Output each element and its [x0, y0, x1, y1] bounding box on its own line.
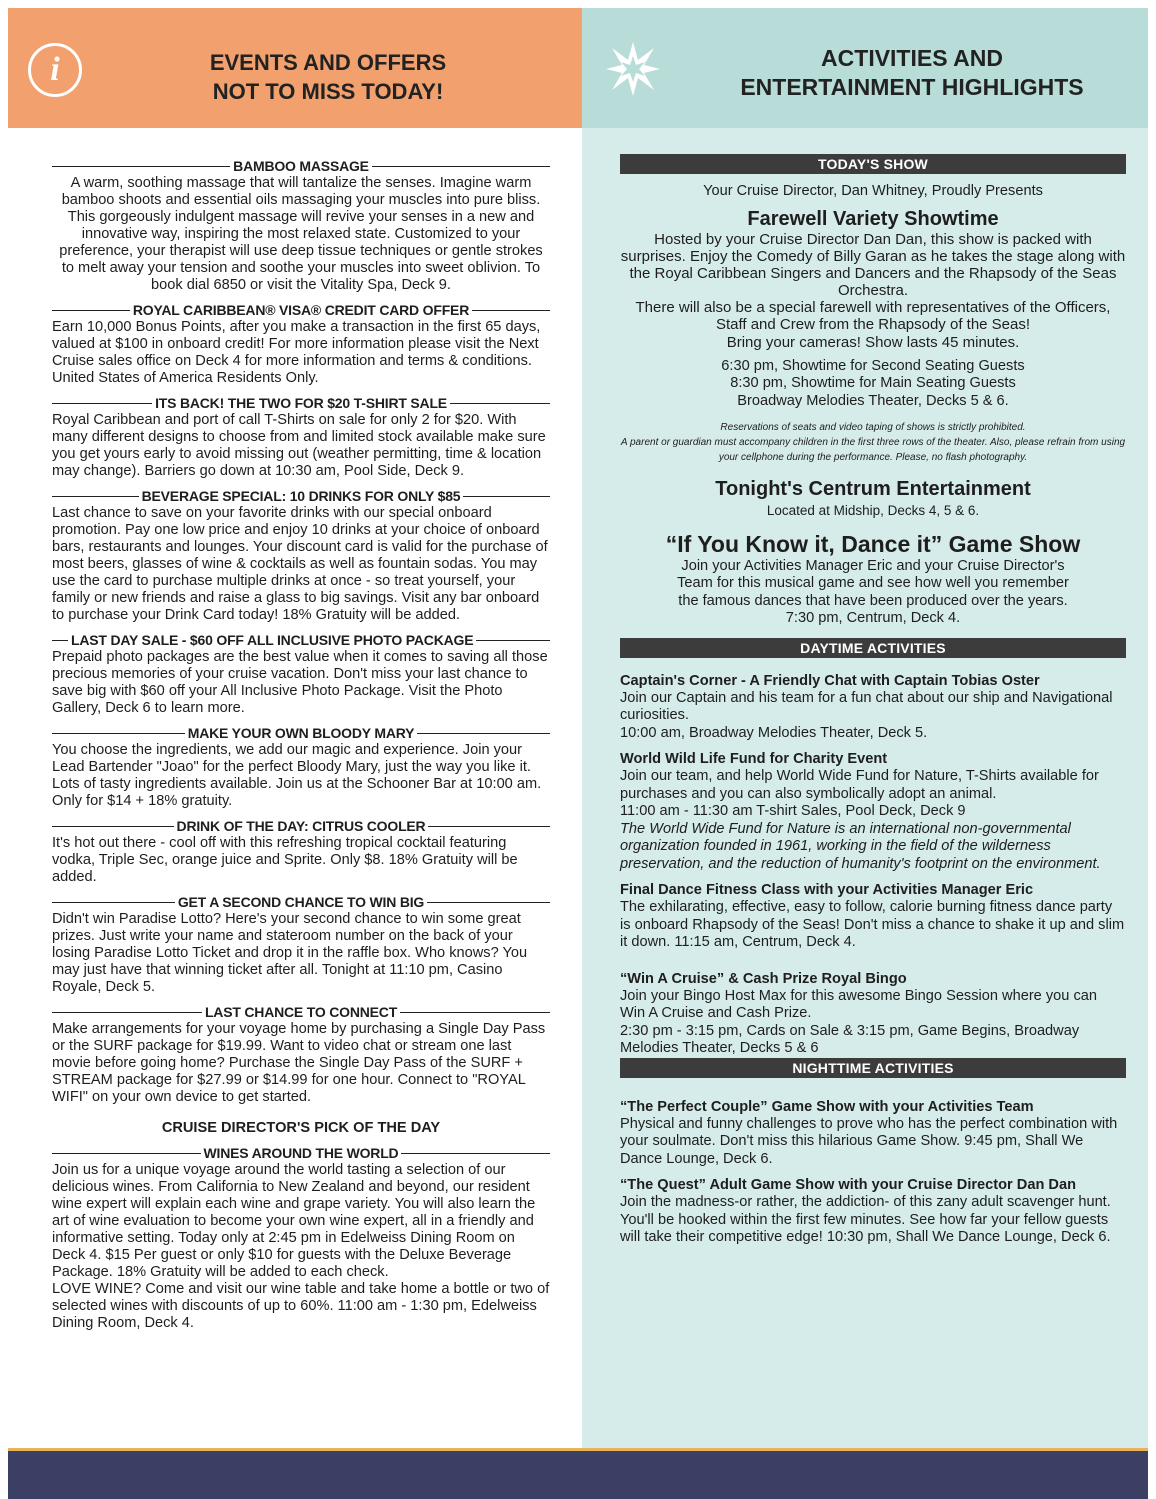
- show-title: Farewell Variety Showtime: [747, 207, 999, 230]
- footer-bar: [8, 1448, 1148, 1499]
- offer-heading: MAKE YOUR OWN BLOODY MARY: [52, 725, 550, 742]
- offer-body: Royal Caribbean and port of call T-Shirts on sale for only 2 for $20. With many different designs to choose from and limited stock available make sure you get yours early to avoid missing out (weather permitting, time & location may change). Barriers go down at 10:30 am, Pool Side, Deck 9.: [52, 412, 546, 479]
- activity-body: Physical and funny challenges to prove who has the perfect combination with your soulmate. Don't miss this hilarious Game Show. 9:45 pm, Shall We Dance Lounge, Deck 6.: [620, 1115, 1118, 1167]
- offer-credit-card: [52, 302, 550, 387]
- offer-bloody-mary: [52, 725, 550, 810]
- activity-time: 2:30 pm - 3:15 pm, Cards on Sale & 3:15 pm, Game Begins, Broadway Melodies Theater, Decks 5 & 6: [620, 1022, 1080, 1056]
- game-show-title: “If You Know it, Dance it” Game Show: [665, 530, 1081, 557]
- offer-body: It's hot out there - cool off with this refreshing tropical cocktail featuring vodka, Triple Sec, orange juice and Sprite. Only $8. 18% Gratuity will be added.: [52, 835, 518, 885]
- activity-time: 10:00 am, Broadway Melodies Theater, Deck 5.: [620, 724, 928, 741]
- nighttime-item-quest: [620, 1176, 1126, 1247]
- offer-heading: BEVERAGE SPECIAL: 10 DRINKS FOR ONLY $85: [52, 488, 550, 505]
- game-show-description: Join your Activities Manager Eric and your Cruise Director's Team for this musical game and see how well you remember the famous dances that have been produced over the years.: [677, 557, 1069, 609]
- activity-body: The exhilarating, effective, easy to follow, calorie burning fitness dance party is onboard Rhapsody of the Seas! Don't miss a chance to shake it up and slim it down. 11:15 am, Centrum, Deck 4.: [620, 899, 1125, 950]
- centrum-location: Located at Midship, Decks 4, 5 & 6.: [766, 503, 980, 518]
- offer-heading: DRINK OF THE DAY: CITRUS COOLER: [52, 818, 550, 835]
- offer-body: Prepaid photo packages are the best value when it comes to saving all those precious memories of your cruise vacation. Don't miss your last chance to save big with $60 off your All Inclusive Photo Package. Visit the Photo Gallery, Deck 6 to learn more.: [52, 649, 548, 716]
- show-description: Hosted by your Cruise Director Dan Dan, this show is packed with surprises. Enjoy the Comedy of Billy Garan as he takes the stage along with the Royal Caribbean Singers and Dancers and the Rhapsody of the Seas Orchestra.: [620, 230, 1126, 299]
- activity-title: “The Quest” Adult Game Show with your Cruise Director Dan Dan: [620, 1177, 1076, 1193]
- activity-time: 11:00 am - 11:30 am T-shirt Sales, Pool Deck, Deck 9: [620, 803, 966, 819]
- info-icon: i: [28, 43, 82, 97]
- show-time-second: 6:30 pm, Showtime for Second Seating Guests: [721, 357, 1025, 374]
- offer-heading: ROYAL CARIBBEAN® VISA® CREDIT CARD OFFER: [52, 302, 550, 319]
- nighttime-band: NIGHTTIME ACTIVITIES: [620, 1058, 1126, 1078]
- offer-body: You choose the ingredients, we add our magic and experience. Join your Lead Bartender "Joao" for the perfect Bloody Mary, just the way you like it. Lots of tasty ingredients available. Join us at the Schooner Bar at 10:00 am. Only for $14 + 18% gratuity.: [52, 742, 542, 809]
- events-header: [8, 8, 582, 128]
- centrum-title: Tonight's Centrum Entertainment: [715, 478, 1031, 500]
- daytime-band: DAYTIME ACTIVITIES: [620, 638, 1126, 658]
- offer-body: Earn 10,000 Bonus Points, after you make a transaction in the first 65 days, valued at $100 in onboard credit! For more information please visit the Next Cruise sales office on Deck 4 for more information and terms & conditions. United States of America Residents Only.: [52, 319, 541, 386]
- activity-title: Final Dance Fitness Class with your Activities Manager Eric: [620, 882, 1034, 898]
- activity-title: “Win A Cruise” & Cash Prize Royal Bingo: [620, 970, 907, 987]
- star-burst-icon: [604, 40, 662, 98]
- activities-title-line2: ENTERTAINMENT HIGHLIGHTS: [740, 74, 1084, 100]
- offer-bamboo-massage: [52, 158, 550, 294]
- events-title-line2: NOT TO MISS TODAY!: [212, 79, 444, 104]
- show-farewell-note: There will also be a special farewell with representatives of the Officers, Staff and Crew from the Rhapsody of the Seas!: [635, 298, 1111, 333]
- events-title-line1: EVENTS AND OFFERS: [209, 50, 447, 75]
- activity-body: Join our team, and help World Wide Fund for Nature, T-Shirts available for purchases and you can also symbolically adopt an animal.: [620, 768, 1099, 802]
- offer-heading: LAST CHANCE TO CONNECT: [52, 1004, 550, 1021]
- offer-heading: BAMBOO MASSAGE: [52, 158, 550, 175]
- offer-tshirt-sale: [52, 395, 550, 480]
- nighttime-item-perfect-couple: [620, 1098, 1126, 1169]
- events-title: [128, 48, 528, 106]
- daytime-item-captains-corner: [620, 672, 1126, 743]
- activities-title-line1: ACTIVITIES AND: [821, 45, 1003, 71]
- pick-body-2: LOVE WINE? Come and visit our wine table and take home a bottle or two of selected wines with discounts of up to 60%. 11:00 am - 1:30 pm, Edelweiss Dining Room, Deck 4.: [52, 1281, 550, 1331]
- activity-title: “The Perfect Couple” Game Show with your Activities Team: [620, 1098, 1034, 1115]
- activity-body: Join our Captain and his team for a fun chat about our ship and Navigational curiosities.: [620, 689, 1113, 723]
- todays-show-band: TODAY'S SHOW: [620, 154, 1126, 174]
- daytime-item-dance-fitness: [620, 881, 1126, 952]
- offer-body: Last chance to save on your favorite drinks with our special onboard promotion. Pay one low price and enjoy 10 drinks at your choice of onboard bars, restaurants and lounges. Your discount card is valid for the purchase of most beers, glasses of wine & cocktails as well as fountain sodas. You may use the card to purchase multiple drinks at once - so treat yourself, your family or new friends and raise a glass to big savings. Visit any bar onboard to purchase your Drink Card today! 18% Gratuity will be added.: [52, 505, 548, 623]
- activity-body: Join the madness-or rather, the addiction- of this zany adult scavenger hunt. You'll be hooked within the first few minutes. See how far your fellow guests will take their competitive edge! 10:30 pm, Shall We Dance Lounge, Deck 6.: [620, 1194, 1111, 1245]
- offer-beverage-special: [52, 488, 550, 624]
- offer-body: Didn't win Paradise Lotto? Here's your second chance to win some great prizes. Just write your name and stateroom number on the back of your losing Paradise Lotto Ticket and drop it in the raffle box. Who knows? You may just have that winning ticket after all. Tonight at 11:10 pm, Casino Royale, Deck 5.: [52, 911, 528, 995]
- show-presenter: Your Cruise Director, Dan Whitney, Proudly Presents: [703, 183, 1043, 199]
- show-time-main: 8:30 pm, Showtime for Main Seating Guests: [730, 375, 1016, 391]
- offer-body: A warm, soothing massage that will tantalize the senses. Imagine warm bamboo shoots and essential oils massaging your muscles into pure bliss. This gorgeously indulgent massage will revive your senses in a new and innovative way, inspiring the most relaxed state. Customized to your preference, your therapist will use deep tissue techniques or gentle strokes to melt away your tension and soothe your muscles into sweet oblivion. To book dial 6850 or visit the Vitality Spa, Deck 9.: [59, 175, 543, 293]
- show-guardian-note: A parent or guardian must accompany children in the first three rows of the theater. Also, please refrain from using your cellphone during the performance. Please, no flash photography.: [620, 437, 1126, 463]
- offer-photo-package: [52, 632, 550, 717]
- offer-second-chance: [52, 894, 550, 996]
- activity-note: The World Wide Fund for Nature is an international non-governmental organization founded in 1961, working in the field of the wilderness preservation, and the reduction of humanity's footprint on the environment.: [620, 820, 1101, 872]
- activities-content: [620, 154, 1126, 1247]
- offer-heading: LAST DAY SALE - $60 OFF ALL INCLUSIVE PHOTO PACKAGE: [52, 632, 550, 649]
- activity-body: Join your Bingo Host Max for this awesome Bingo Session where you can Win A Cruise and Cash Prize.: [620, 987, 1097, 1021]
- offer-drink-of-day: [52, 818, 550, 886]
- activities-header: [582, 8, 1148, 128]
- offer-heading: GET A SECOND CHANCE TO WIN BIG: [52, 894, 550, 911]
- offer-heading: ITS BACK! THE TWO FOR $20 T-SHIRT SALE: [52, 395, 550, 412]
- daytime-item-wwf: [620, 750, 1126, 873]
- pick-heading: WINES AROUND THE WORLD: [52, 1145, 550, 1162]
- show-venue: Broadway Melodies Theater, Decks 5 & 6.: [737, 392, 1009, 409]
- offers-list: [52, 158, 550, 1332]
- show-reservation-note: Reservations of seats and video taping of shows is strictly prohibited.: [720, 422, 1026, 433]
- pick-title: CRUISE DIRECTOR'S PICK OF THE DAY: [161, 1120, 441, 1136]
- offer-connect: [52, 1004, 550, 1106]
- pick-body: Join us for a unique voyage around the world tasting a selection of our delicious wines. From California to New Zealand and beyond, our resident wine expert will explain each wine and grape variety. You will also learn the art of wine evaluation to become your own wine expert, all in a friendly and informative setting. Today only at 2:45 pm in Edelweiss Dining Room on Deck 4. $15 Per guest or only $10 for guests with the Deluxe Beverage Package. 18% Gratuity will be added to each check.: [52, 1162, 536, 1280]
- show-camera-note: Bring your cameras! Show lasts 45 minutes.: [726, 333, 1020, 351]
- offer-body: Make arrangements for your voyage home by purchasing a Single Day Pass or the SURF package for $19.99. Want to video chat or stream one last movie before going home? Purchase the Single Day Pass of the SURF + STREAM package for $27.99 or $14.99 for one hour. Connect to "ROYAL WIFI" on your own device to get started.: [52, 1021, 546, 1105]
- activities-title: [692, 44, 1132, 102]
- daytime-item-bingo: [620, 970, 1126, 1058]
- activity-title: Captain's Corner - A Friendly Chat with Captain Tobias Oster: [620, 672, 1040, 689]
- game-show-time: 7:30 pm, Centrum, Deck 4.: [785, 610, 961, 626]
- activity-title: World Wild Life Fund for Charity Event: [620, 751, 888, 767]
